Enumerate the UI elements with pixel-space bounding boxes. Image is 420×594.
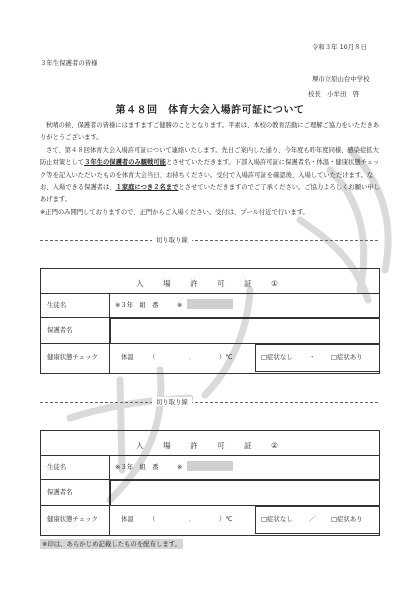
student-class-value: ※３年 組 番 (115, 301, 159, 309)
cut-line-label: 切り取り線 (152, 235, 192, 244)
checkbox-has-symptoms[interactable]: □症状あり (331, 353, 363, 361)
temperature-decimal[interactable]: ． (189, 353, 196, 361)
option-separator: ・ (309, 353, 316, 361)
guardian-name-field[interactable] (110, 318, 380, 344)
prefilled-name-area (187, 461, 233, 471)
checkbox-no-symptoms[interactable]: □症状なし (261, 353, 293, 361)
option-separator: ／ (309, 515, 316, 523)
guardian-name-label: 保護者名 (47, 326, 73, 334)
temperature-unit: ）℃ (219, 515, 233, 523)
checkbox-has-symptoms[interactable]: □症状あり (331, 515, 363, 523)
student-mark: ※ (177, 301, 183, 309)
permit-card-2 (40, 430, 380, 536)
temperature-label: 体温 (121, 353, 134, 361)
guardian-name-field[interactable] (110, 480, 380, 506)
main-text-1: さて、第４８回体育大会入場許可証について連絡いたします。先日ご案内した通り、今年度も昨年度同様、感染症拡大防止対策として (40, 146, 379, 167)
issue-date: 令和３年 10月８日 (312, 43, 367, 51)
student-name-label: 生徒名 (47, 463, 67, 471)
permit-card-1 (40, 268, 380, 374)
temperature-label: 体温 (121, 515, 134, 523)
temperature-open: （ (149, 353, 156, 361)
cut-line (40, 240, 378, 241)
health-check-label: 健康状態チェック (47, 353, 98, 361)
main-text-3: とさせていただきますのでご了承ください。ご協力よろしくお願い申しあげます。 (40, 184, 380, 204)
school-name: 堺市立原山台中学校 (312, 75, 370, 83)
checkbox-no-symptoms[interactable]: □症状なし (261, 515, 293, 523)
gate-note: ※正門のみ開門しておりますので、正門からご入場ください。受付は、プール付近で行います。 (40, 208, 309, 216)
cut-line (40, 402, 378, 403)
guardian-name-label: 保護者名 (47, 488, 73, 496)
recipient-line: ３年生保護者の皆様 (40, 59, 98, 67)
paragraph-main (40, 145, 380, 207)
footnote: ※印は、あらかじめ記載したものを配布します。 (42, 540, 182, 548)
card-title: 入 場 許 可 証 ① (136, 279, 284, 288)
paragraph-greeting: 秋晴の候、保護者の皆様にはますますご健勝のこととなります。平素は、本校の教育活動にご理解ご協力をいただきありがとうございます。 (40, 122, 380, 142)
student-name-label: 生徒名 (47, 301, 67, 309)
temperature-unit: ）℃ (219, 353, 233, 361)
temperature-decimal[interactable]: ． (189, 515, 196, 523)
main-text-2: とさせていただきます。下部入場許可証に保護者名・体温・健康状態チェック等を記入いただいたものを体育大会当日、お持ちください。受付で入場許可証を確認後、入場していただけます。なお、入場できる保護者は、 (40, 159, 380, 192)
prefilled-name-area (187, 299, 233, 309)
temperature-open: （ (149, 515, 156, 523)
health-check-label: 健康状態チェック (47, 515, 98, 523)
student-mark: ※ (177, 463, 183, 471)
document-title: 第４８回 体育大会入場許可証について (115, 105, 305, 116)
student-class-value: ※３年 組 番 (115, 463, 159, 471)
emphasis-two-per-family: １家庭につき２名まで (115, 184, 179, 192)
principal-name: 校長 小牟田 啓 (308, 90, 360, 98)
emphasis-guardians-only: ３年生の保護者のみ観戦可能 (84, 159, 166, 167)
row-divider (41, 293, 379, 294)
letter-body (40, 120, 380, 219)
cut-line-label: 切り取り線 (152, 397, 192, 406)
row-divider (41, 455, 379, 456)
card-title: 入 場 許 可 証 ② (136, 441, 284, 450)
